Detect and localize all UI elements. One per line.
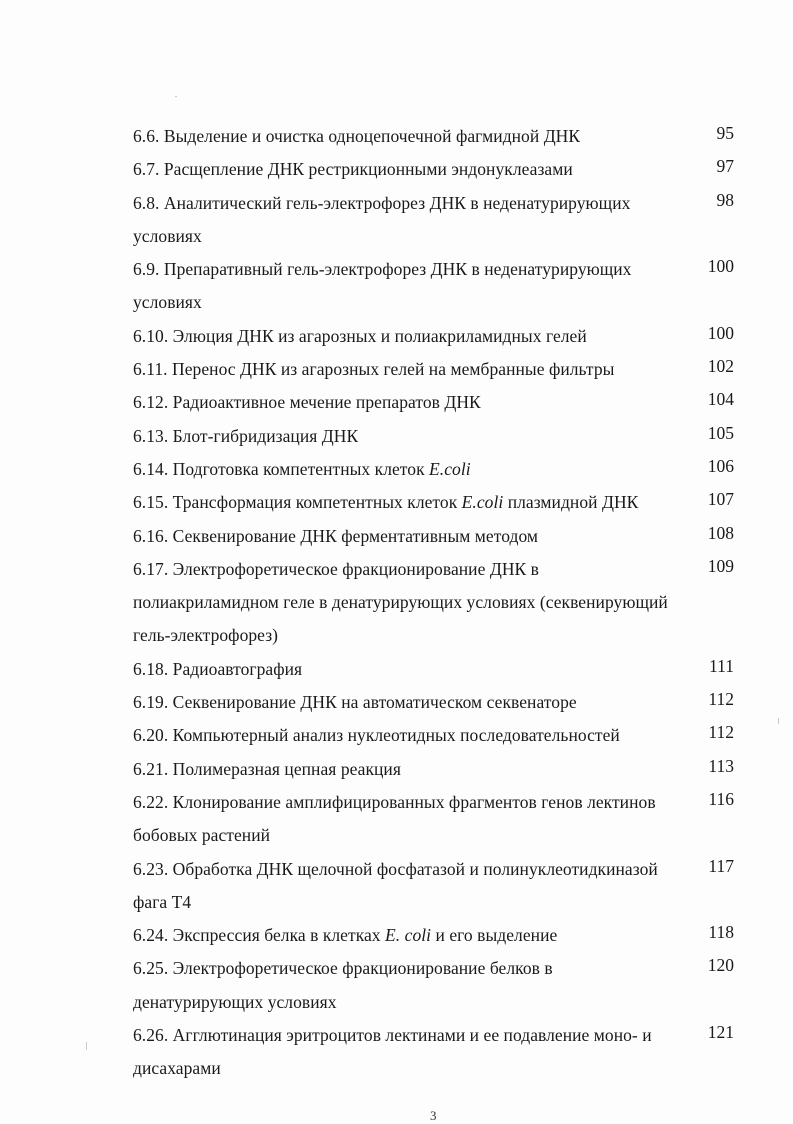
toc-entry-page: 98	[716, 189, 734, 210]
toc-entry-page: 100	[707, 256, 734, 277]
toc-entry-title: 6.16. Секвенирование ДНК ферментативным методом	[133, 525, 539, 546]
toc-entry-title: 6.8. Аналитический гель-электрофорез ДНК в неденатурирующих условиях	[133, 192, 631, 246]
toc-entry-page: 118	[708, 922, 734, 943]
toc-entry	[133, 187, 748, 254]
toc-entry-page: 121	[707, 1022, 734, 1043]
toc-entry	[133, 686, 748, 719]
toc-entry-title: 6.13. Блот-гибридизация ДНК	[133, 425, 359, 446]
toc-entry	[133, 919, 748, 952]
toc-entry-title: 6.11. Перенос ДНК из агарозных гелей на мембранные фильтры	[133, 359, 615, 380]
toc-entry	[133, 353, 748, 386]
toc-entry-title: 6.25. Электрофоретическое фракционирование белков в денатурирующих условиях	[133, 958, 553, 1012]
toc-entry	[133, 253, 748, 320]
table-of-contents	[133, 120, 748, 1086]
toc-entry-page: 117	[708, 855, 734, 876]
toc-entry	[133, 719, 748, 752]
toc-entry	[133, 453, 748, 486]
toc-entry-page: 120	[707, 955, 734, 976]
toc-entry-page: 116	[708, 788, 734, 809]
toc-entry	[133, 153, 748, 186]
page-number: 3	[430, 1108, 437, 1123]
scan-speck	[778, 718, 779, 724]
toc-entry-page: 112	[708, 722, 734, 743]
toc-entry-page: 113	[708, 755, 734, 776]
toc-entry-title: 6.20. Компьютерный анализ нуклеотидных последовательностей	[133, 725, 620, 746]
toc-entry-title-text: 6.15. Трансформация компетентных клеток	[133, 492, 462, 513]
toc-entry	[133, 753, 748, 786]
toc-entry-page: 105	[707, 422, 734, 443]
toc-entry	[133, 520, 748, 553]
toc-entry-title: 6.19. Секвенирование ДНК на автоматическом секвенаторе	[133, 692, 577, 713]
toc-entry-title-italic: E.coli	[461, 492, 504, 513]
toc-entry-title-text: плазмидной ДНК	[503, 492, 639, 513]
toc-entry-title	[133, 486, 678, 519]
toc-entry-page: 100	[707, 322, 734, 343]
toc-entry-title: 6.26. Агглютинация эритроцитов лектинами и ее подавление моно- и дисахарами	[133, 1025, 652, 1079]
toc-entry-page: 108	[707, 522, 734, 543]
toc-entry-title	[133, 919, 678, 952]
scan-speck	[175, 96, 177, 97]
toc-entry-page: 107	[707, 489, 734, 510]
toc-entry	[133, 120, 748, 153]
toc-entry-title	[133, 453, 678, 486]
toc-entry-page: 104	[707, 389, 734, 410]
toc-entry	[133, 952, 748, 1019]
toc-entry	[133, 1019, 748, 1086]
toc-entry-page: 106	[707, 455, 734, 476]
toc-entry-title: 6.7. Расщепление ДНК рестрикционными эндонуклеазами	[133, 159, 573, 180]
toc-entry-title: 6.18. Радиоавтография	[133, 658, 303, 679]
toc-entry-title-text: 6.14. Подготовка компетентных клеток	[133, 458, 430, 479]
toc-entry-title: 6.22. Клонирование амплифицированных фрагментов генов лектинов бобовых растений	[133, 791, 656, 846]
toc-entry-title: 6.10. Элюция ДНК из агарозных и полиакриламидных гелей	[133, 325, 587, 346]
toc-entry-title-italic: E. coli	[385, 925, 432, 946]
toc-entry-page: 102	[707, 356, 734, 377]
toc-entry	[133, 320, 748, 353]
scan-speck	[86, 1042, 87, 1050]
toc-entry-title-text: и его выделение	[431, 925, 558, 946]
toc-entry-page: 111	[709, 655, 734, 676]
toc-entry	[133, 786, 748, 853]
toc-entry-title: 6.12. Радиоактивное мечение препаратов ДНК	[133, 392, 481, 413]
toc-entry	[133, 653, 748, 686]
toc-entry	[133, 386, 748, 419]
toc-entry	[133, 553, 748, 653]
toc-entry	[133, 486, 748, 519]
toc-entry	[133, 420, 748, 453]
toc-entry-title: 6.17. Электрофоретическое фракционирование ДНК в полиакриламидном геле в денатурирующих условиях (секвенирующий гель-электрофорез)	[133, 558, 668, 646]
toc-entry-title-italic: E.coli	[429, 458, 471, 479]
toc-entry-title: 6.9. Препаративный гель-электрофорез ДНК в неденатурирующих условиях	[133, 259, 632, 313]
toc-entry	[133, 853, 748, 920]
toc-entry-title: 6.21. Полимеразная цепная реакция	[133, 758, 401, 779]
toc-entry-page: 97	[716, 156, 734, 177]
toc-entry-page: 112	[708, 689, 734, 710]
toc-entry-title: 6.6. Выделение и очистка одноцепочечной фагмидной ДНК	[133, 126, 581, 146]
toc-entry-title: 6.23. Обработка ДНК щелочной фосфатазой и полинуклеотидкиназой фага Т4	[133, 858, 658, 912]
toc-entry-title-text: 6.24. Экспрессия белка в клетках	[133, 925, 386, 946]
toc-entry-page: 95	[716, 123, 734, 143]
toc-entry-page: 109	[707, 555, 734, 576]
